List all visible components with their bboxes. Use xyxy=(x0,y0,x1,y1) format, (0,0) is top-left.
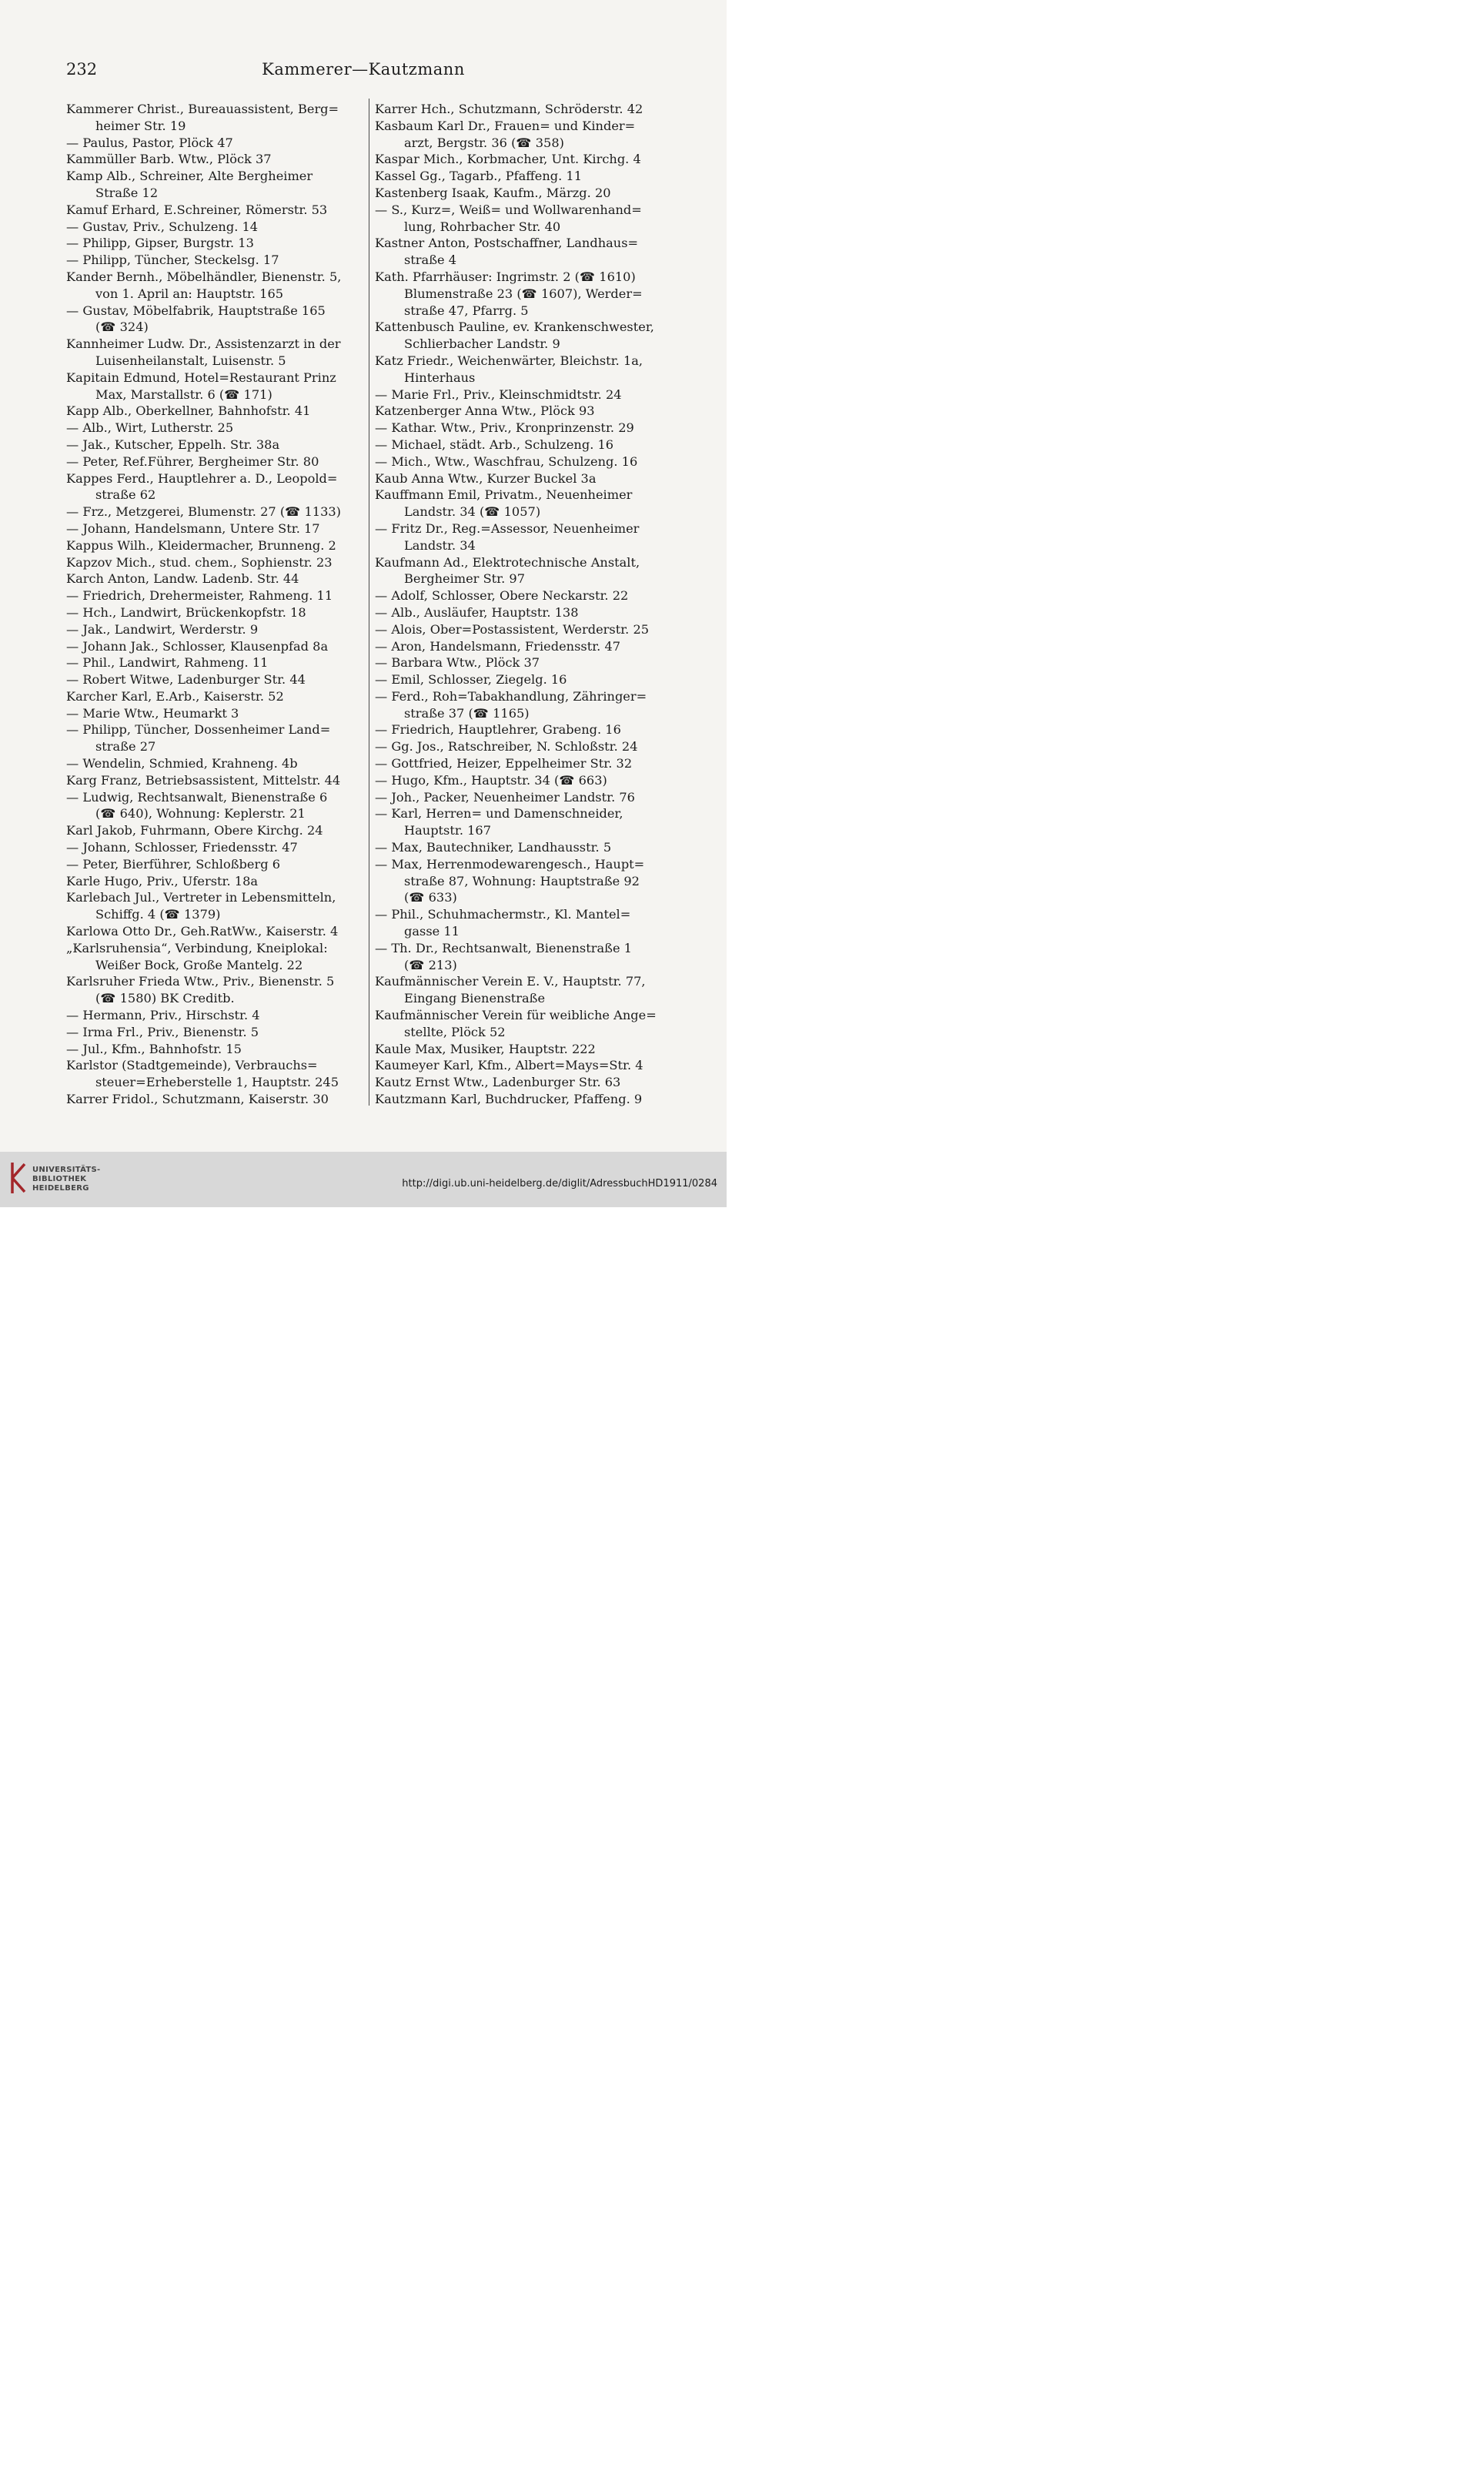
page-header xyxy=(0,59,727,85)
source-url[interactable]: http://digi.ub.uni-heidelberg.de/diglit/AdressbuchHD1911/0284 xyxy=(402,1178,717,1190)
entry-continuation-line: Luisenheilanstalt, Luisenstr. 5 xyxy=(95,353,286,368)
directory-entry-line: — Alb., Wirt, Lutherstr. 25 xyxy=(66,420,234,436)
directory-entry-line: Kath. Pfarrhäuser: Ingrimstr. 2 (☎ 1610) xyxy=(375,269,636,284)
entry-continuation-line: Max, Marstallstr. 6 (☎ 171) xyxy=(95,386,272,402)
directory-entry-line: — Jul., Kfm., Bahnhofstr. 15 xyxy=(66,1041,242,1056)
entry-continuation-line: (☎ 1580) BK Creditb. xyxy=(95,991,235,1006)
directory-entry-line: — Hch., Landwirt, Brückenkopfstr. 18 xyxy=(66,604,306,620)
directory-entry-line: — Aron, Handelsmann, Friedensstr. 47 xyxy=(375,638,621,654)
entry-continuation-line: straße 37 (☎ 1165) xyxy=(404,705,530,721)
directory-entry-line: — Adolf, Schlosser, Obere Neckarstr. 22 xyxy=(375,588,629,604)
directory-entry-line: Karlstor (Stadtgemeinde), Verbrauchs= xyxy=(66,1058,318,1073)
directory-entry-line: Karle Hugo, Priv., Uferstr. 18a xyxy=(66,873,259,888)
logo-line: UNIVERSITÄTS- xyxy=(32,1166,101,1174)
directory-entry-line: Kamuf Erhard, E.Schreiner, Römerstr. 53 xyxy=(66,202,328,217)
entry-continuation-line: lung, Rohrbacher Str. 40 xyxy=(404,219,561,234)
entry-continuation-line: straße 47, Pfarrg. 5 xyxy=(404,303,529,318)
directory-entry-line: — Gustav, Priv., Schulzeng. 14 xyxy=(66,219,259,234)
directory-entry-line: Karcher Karl, E.Arb., Kaiserstr. 52 xyxy=(66,688,284,704)
entry-continuation-line: steuer=Erheberstelle 1, Hauptstr. 245 xyxy=(95,1075,339,1090)
directory-entry-line: — Jak., Landwirt, Werderstr. 9 xyxy=(66,621,259,637)
directory-entry-line: — Alois, Ober=Postassistent, Werderstr. 25 xyxy=(375,621,650,637)
directory-entry-line: Karch Anton, Landw. Ladenb. Str. 44 xyxy=(66,571,299,587)
directory-entry-line: — Wendelin, Schmied, Krahneng. 4b xyxy=(66,756,298,771)
directory-entry-line: — Philipp, Gipser, Burgstr. 13 xyxy=(66,236,254,251)
directory-entry-line: Kaufmännischer Verein E. V., Hauptstr. 77, xyxy=(375,974,646,989)
running-head: Kammerer—Kautzmann xyxy=(262,60,465,79)
entry-continuation-line: Hauptstr. 167 xyxy=(404,823,492,838)
entry-continuation-line: stellte, Plöck 52 xyxy=(404,1024,506,1039)
directory-entry-line: — Paulus, Pastor, Plöck 47 xyxy=(66,135,233,150)
directory-entry-line: Kaspar Mich., Korbmacher, Unt. Kirchg. 4 xyxy=(375,152,641,167)
right-column xyxy=(375,101,673,1108)
directory-entry-line: Karrer Fridol., Schutzmann, Kaiserstr. 30 xyxy=(66,1092,329,1107)
directory-entry-line: — Gustav, Möbelfabrik, Hauptstraße 165 xyxy=(66,303,326,318)
logo-line: BIBLIOTHEK xyxy=(32,1175,87,1183)
library-logo-text xyxy=(32,1166,101,1193)
directory-entry-line: Kastenberg Isaak, Kaufm., Märzg. 20 xyxy=(375,185,611,200)
directory-entry-line: Kautz Ernst Wtw., Ladenburger Str. 63 xyxy=(375,1075,621,1090)
directory-entry-line: Kappes Ferd., Hauptlehrer a. D., Leopold= xyxy=(66,470,338,486)
directory-entry-line: — Jak., Kutscher, Eppelh. Str. 38a xyxy=(66,437,280,452)
directory-entry-line: Kapp Alb., Oberkellner, Bahnhofstr. 41 xyxy=(66,403,311,419)
directory-entry-line: — Ferd., Roh=Tabakhandlung, Zähringer= xyxy=(375,688,647,704)
library-logo-icon xyxy=(9,1161,28,1195)
entry-continuation-line: gasse 11 xyxy=(404,924,460,939)
entry-continuation-line: Landstr. 34 xyxy=(404,537,476,553)
directory-entry-line: — Gg. Jos., Ratschreiber, N. Schloßstr. 24 xyxy=(375,739,638,755)
entry-continuation-line: arzt, Bergstr. 36 (☎ 358) xyxy=(404,135,564,150)
directory-entry-line: Kappus Wilh., Kleidermacher, Brunneng. 2 xyxy=(66,537,336,553)
entry-continuation-line: Straße 12 xyxy=(95,185,159,200)
viewer-footer xyxy=(0,1152,727,1207)
directory-entry-line: — Peter, Ref.Führer, Bergheimer Str. 80 xyxy=(66,453,319,469)
directory-entry-line: Kastner Anton, Postschaffner, Landhaus= xyxy=(375,236,639,251)
directory-entry-line: Katzenberger Anna Wtw., Plöck 93 xyxy=(375,403,595,419)
directory-entry-line: Kaumeyer Karl, Kfm., Albert=Mays=Str. 4 xyxy=(375,1058,643,1073)
directory-entry-line: — Joh., Packer, Neuenheimer Landstr. 76 xyxy=(375,789,635,805)
directory-entry-line: Kaufmann Ad., Elektrotechnische Anstalt, xyxy=(375,554,640,570)
entry-continuation-line: Schiffg. 4 (☎ 1379) xyxy=(95,907,221,922)
directory-entry-line: Kammüller Barb. Wtw., Plöck 37 xyxy=(66,152,272,167)
page-number: 232 xyxy=(66,60,98,79)
entry-continuation-line: Landstr. 34 (☎ 1057) xyxy=(404,504,541,520)
entry-continuation-line: straße 87, Wohnung: Hauptstraße 92 xyxy=(404,873,640,888)
entry-continuation-line: Hinterhaus xyxy=(404,370,476,385)
directory-entry-line: Kannheimer Ludw. Dr., Assistenzarzt in der xyxy=(66,336,341,352)
directory-entry-line: — Marie Wtw., Heumarkt 3 xyxy=(66,705,239,721)
directory-entry-line: — Karl, Herren= und Damenschneider, xyxy=(375,806,623,821)
logo-line: HEIDELBERG xyxy=(32,1184,89,1193)
directory-entry-line: — Ludwig, Rechtsanwalt, Bienenstraße 6 xyxy=(66,789,328,805)
directory-entry-line: — Frz., Metzgerei, Blumenstr. 27 (☎ 1133) xyxy=(66,504,341,520)
directory-entry-line: Kamp Alb., Schreiner, Alte Bergheimer xyxy=(66,169,313,184)
directory-entry-line: Kaub Anna Wtw., Kurzer Buckel 3a xyxy=(375,470,597,486)
entry-continuation-line: Eingang Bienenstraße xyxy=(404,991,546,1006)
directory-entry-line: — Robert Witwe, Ladenburger Str. 44 xyxy=(66,672,306,688)
directory-entry-line: — Friedrich, Drehermeister, Rahmeng. 11 xyxy=(66,588,333,604)
entry-continuation-line: Schlierbacher Landstr. 9 xyxy=(404,336,560,352)
directory-entry-line: — Philipp, Tüncher, Dossenheimer Land= xyxy=(66,722,331,738)
entry-continuation-line: straße 4 xyxy=(404,253,457,268)
directory-entry-line: — S., Kurz=, Weiß= und Wollwarenhand= xyxy=(375,202,642,217)
entry-continuation-line: (☎ 213) xyxy=(404,957,457,972)
entry-continuation-line: heimer Str. 19 xyxy=(95,118,186,133)
directory-entry-line: Kapzov Mich., stud. chem., Sophienstr. 23 xyxy=(66,554,333,570)
directory-entry-line: — Phil., Schuhmachermstr., Kl. Mantel= xyxy=(375,907,631,922)
directory-entry-line: — Barbara Wtw., Plöck 37 xyxy=(375,655,540,671)
directory-entry-line: Kaufmännischer Verein für weibliche Ange= xyxy=(375,1008,657,1023)
left-column xyxy=(66,101,363,1108)
directory-entry-line: — Kathar. Wtw., Priv., Kronprinzenstr. 29 xyxy=(375,420,634,436)
directory-entry-line: — Max, Herrenmodewarengesch., Haupt= xyxy=(375,856,645,872)
directory-entry-line: „Karlsruhensia“, Verbindung, Kneiplokal: xyxy=(66,940,328,955)
directory-entry-line: — Hugo, Kfm., Hauptstr. 34 (☎ 663) xyxy=(375,772,607,788)
directory-entry-line: Kauffmann Emil, Privatm., Neuenheimer xyxy=(375,487,633,503)
entry-continuation-line: straße 27 xyxy=(95,739,156,755)
directory-entry-line: — Th. Dr., Rechtsanwalt, Bienenstraße 1 xyxy=(375,940,632,955)
directory-entry-line: — Johann, Schlosser, Friedensstr. 47 xyxy=(66,840,298,855)
directory-entry-line: — Mich., Wtw., Waschfrau, Schulzeng. 16 xyxy=(375,453,638,469)
directory-entry-line: — Phil., Landwirt, Rahmeng. 11 xyxy=(66,655,269,671)
directory-entry-line: Karl Jakob, Fuhrmann, Obere Kirchg. 24 xyxy=(66,823,323,838)
directory-entry-line: — Max, Bautechniker, Landhausstr. 5 xyxy=(375,840,612,855)
directory-entry-line: Katz Friedr., Weichenwärter, Bleichstr. 1a, xyxy=(375,353,643,368)
directory-entry-line: — Michael, städt. Arb., Schulzeng. 16 xyxy=(375,437,614,452)
directory-entry-line: Karrer Hch., Schutzmann, Schröderstr. 42 xyxy=(375,102,643,116)
directory-entry-line: Kander Bernh., Möbelhändler, Bienenstr. 5, xyxy=(66,269,342,284)
directory-entry-line: — Philipp, Tüncher, Steckelsg. 17 xyxy=(66,253,279,268)
directory-entry-line: — Friedrich, Hauptlehrer, Grabeng. 16 xyxy=(375,722,621,738)
directory-entry-line: Kapitain Edmund, Hotel=Restaurant Prinz xyxy=(66,370,336,385)
directory-entry-line: Kassel Gg., Tagarb., Pfaffeng. 11 xyxy=(375,169,583,184)
directory-entry-line: Karlowa Otto Dr., Geh.RatWw., Kaiserstr. 4 xyxy=(66,924,339,939)
directory-entry-line: Kautzmann Karl, Buchdrucker, Pfaffeng. 9 xyxy=(375,1092,643,1107)
directory-entry-line: — Gottfried, Heizer, Eppelheimer Str. 32 xyxy=(375,756,633,771)
directory-entry-line: Kattenbusch Pauline, ev. Krankenschwester, xyxy=(375,320,654,335)
directory-entry-line: Karlsruher Frieda Wtw., Priv., Bienenstr. 5 xyxy=(66,974,335,989)
directory-entry-line: Karlebach Jul., Vertreter in Lebensmitteln, xyxy=(66,890,336,905)
directory-entry-line: — Fritz Dr., Reg.=Assessor, Neuenheimer xyxy=(375,520,640,536)
entry-continuation-line: (☎ 324) xyxy=(95,320,149,335)
entry-continuation-line: Weißer Bock, Große Mantelg. 22 xyxy=(95,957,303,972)
entry-continuation-line: Bergheimer Str. 97 xyxy=(404,571,526,587)
directory-entry-line: — Marie Frl., Priv., Kleinschmidtstr. 24 xyxy=(375,386,622,402)
directory-entry-line: Kasbaum Karl Dr., Frauen= und Kinder= xyxy=(375,118,636,133)
directory-entry-line: — Johann, Handelsmann, Untere Str. 17 xyxy=(66,520,320,536)
directory-entry-line: — Hermann, Priv., Hirschstr. 4 xyxy=(66,1008,260,1023)
directory-entry-line: — Emil, Schlosser, Ziegelg. 16 xyxy=(375,672,567,688)
entry-continuation-line: straße 62 xyxy=(95,487,156,503)
entry-continuation-line: (☎ 640), Wohnung: Keplerstr. 21 xyxy=(95,806,306,821)
directory-entry-line: — Alb., Ausläufer, Hauptstr. 138 xyxy=(375,604,579,620)
directory-entry-line: Kaule Max, Musiker, Hauptstr. 222 xyxy=(375,1041,596,1056)
directory-entry-line: Kammerer Christ., Bureauassistent, Berg= xyxy=(66,102,339,116)
entry-continuation-line: (☎ 633) xyxy=(404,890,457,905)
entry-continuation-line: von 1. April an: Hauptstr. 165 xyxy=(95,286,284,301)
scanned-page xyxy=(0,0,727,1152)
directory-entry-line: — Irma Frl., Priv., Bienenstr. 5 xyxy=(66,1024,259,1039)
directory-entry-line: Karg Franz, Betriebsassistent, Mittelstr. 44 xyxy=(66,772,341,788)
directory-entry-line: — Peter, Bierführer, Schloßberg 6 xyxy=(66,856,281,872)
directory-entry-line: — Johann Jak., Schlosser, Klausenpfad 8a xyxy=(66,638,329,654)
entry-continuation-line: Blumenstraße 23 (☎ 1607), Werder= xyxy=(404,286,643,301)
